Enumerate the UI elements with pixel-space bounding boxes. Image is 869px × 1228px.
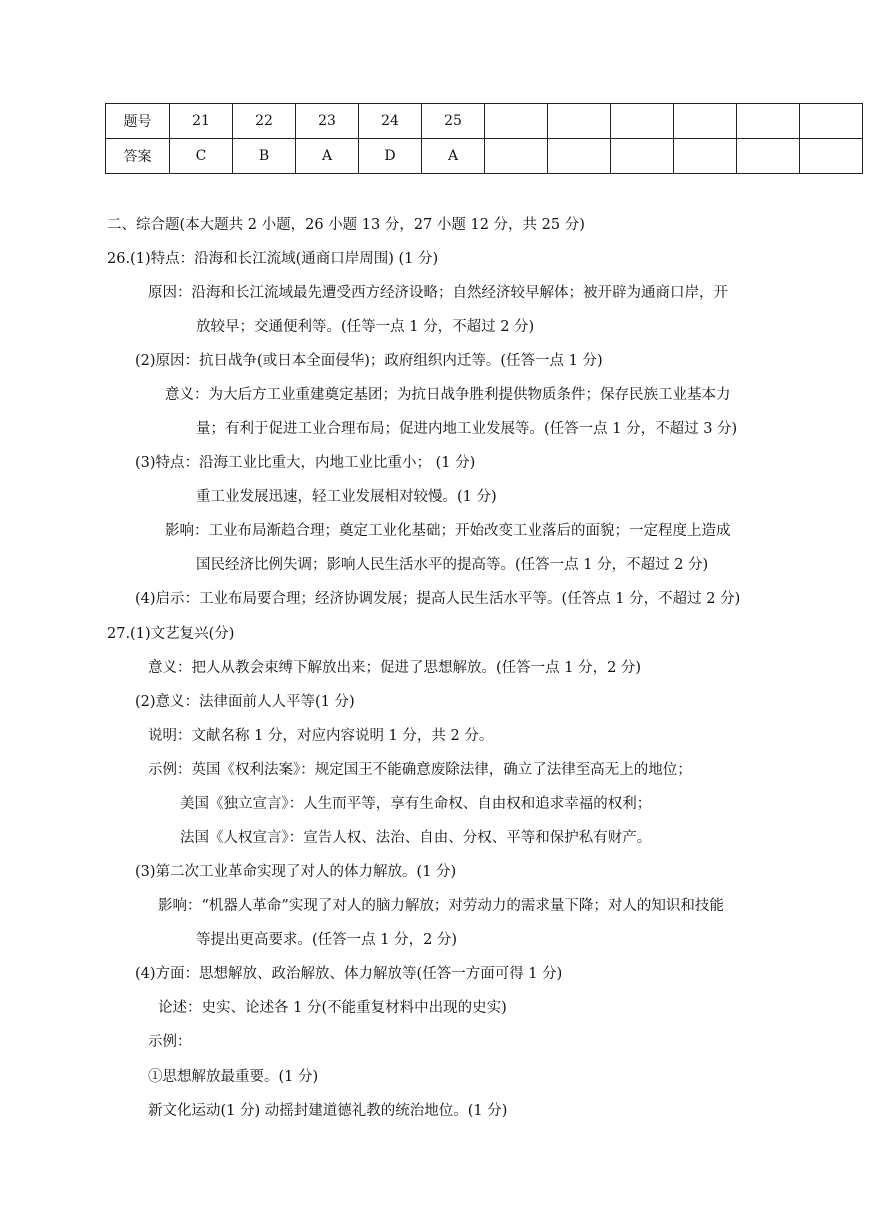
- table-cell: [800, 139, 863, 174]
- table-cell: [737, 139, 800, 174]
- section-title: 二、综合题(本大题共 2 小题，26 小题 13 分，27 小题 12 分，共 25 分): [107, 217, 585, 233]
- text-line: 原因：沿海和长江流域最先遭受西方经济设略；自然经济较早解体；被开辟为通商口岸，开: [148, 285, 728, 301]
- table-cell: 21: [170, 104, 233, 139]
- text-line: 等提出更高要求。(任答一点 1 分，2 分): [196, 932, 458, 948]
- text-line: 放较早；交通便利等。(任等一点 1 分，不超过 2 分): [196, 319, 535, 335]
- text-line: 27.(1)文艺复兴(分): [107, 626, 235, 642]
- table-cell: [800, 104, 863, 139]
- text-line: (4)启示：工业布局要合理；经济协调发展；提高人民生活水平等。(任答点 1 分，不超过 2 分): [135, 591, 741, 607]
- text-line: 26.(1)特点：沿海和长江流域(通商口岸周围) (1 分): [107, 251, 439, 267]
- text-line: 重工业发展迅速，轻工业发展相对较慢。(1 分): [196, 489, 497, 505]
- text-line: 新文化运动(1 分) 动摇封建道德礼教的统治地位。(1 分): [148, 1103, 508, 1119]
- table-cell: [548, 139, 611, 174]
- text-line: 量；有利于促进工业合理布局；促进内地工业发展等。(任答一点 1 分，不超过 3 分): [196, 421, 738, 437]
- text-line: 示例：英国《权利法案》：规定国王不能确意废除法律，确立了法律至高无上的地位；: [148, 762, 692, 778]
- table-cell: [674, 104, 737, 139]
- text-line: 影响：工业布局渐趋合理；奠定工业化基础；开始改变工业落后的面貌；一定程度上造成: [165, 523, 731, 539]
- text-line: 影响：“机器人革命”实现了对人的脑力解放；对劳动力的需求量下降；对人的知识和技能: [158, 898, 724, 914]
- table-cell: 22: [233, 104, 296, 139]
- text-line: (4)方面：思想解放、政治解放、体力解放等(任答一方面可得 1 分): [135, 966, 563, 982]
- text-line: (3)特点：沿海工业比重大，内地工业比重小； (1 分): [135, 455, 476, 471]
- table-cell: B: [233, 139, 296, 174]
- table-cell: [611, 104, 674, 139]
- table-cell: 23: [296, 104, 359, 139]
- table-cell: [737, 104, 800, 139]
- table-cell: [548, 104, 611, 139]
- text-line: 示例：: [148, 1034, 192, 1050]
- table-cell: [485, 104, 548, 139]
- text-line: 意义：为大后方工业重建奠定基团；为抗日战争胜利提供物质条件；保存民族工业基本力: [165, 387, 731, 403]
- text-line: (2)意义：法律面前人人平等(1 分): [135, 694, 355, 710]
- table-cell: 24: [359, 104, 422, 139]
- text-line: ①思想解放最重要。(1 分): [148, 1069, 319, 1085]
- table-cell: C: [170, 139, 233, 174]
- table-cell: [611, 139, 674, 174]
- row-answer-label: 答案: [106, 139, 170, 174]
- table-row-answers: [106, 139, 863, 174]
- table-row-numbers: [106, 104, 863, 139]
- answer-table: [105, 103, 863, 174]
- text-line: 说明：文献名称 1 分，对应内容说明 1 分，共 2 分。: [148, 728, 494, 744]
- text-line: 美国《独立宣言》：人生而平等，享有生命权、自由权和追求幸福的权利；: [180, 796, 652, 812]
- table-cell: [674, 139, 737, 174]
- text-line: 法国《人权宣言》：宣告人权、法治、自由、分权、平等和保护私有财产。: [180, 830, 652, 846]
- text-line: (2)原因：抗日战争(或日本全面侵华)；政府组织内迁等。(任答一点 1 分): [135, 353, 603, 369]
- text-line: 论述：史实、论述各 1 分(不能重复材料中出现的史实): [158, 1000, 507, 1016]
- row-header-label: 题号: [106, 104, 170, 139]
- text-line: 意义：把人从教会束缚下解放出来；促进了思想解放。(任答一点 1 分，2 分): [148, 660, 642, 676]
- text-line: 国民经济比例失调；影响人民生活水平的提高等。(任答一点 1 分，不超过 2 分): [196, 557, 709, 573]
- table-cell: A: [296, 139, 359, 174]
- table-cell: 25: [422, 104, 485, 139]
- table-cell: D: [359, 139, 422, 174]
- table-cell: [485, 139, 548, 174]
- table-cell: A: [422, 139, 485, 174]
- text-line: (3)第二次工业革命实现了对人的体力解放。(1 分): [135, 864, 457, 880]
